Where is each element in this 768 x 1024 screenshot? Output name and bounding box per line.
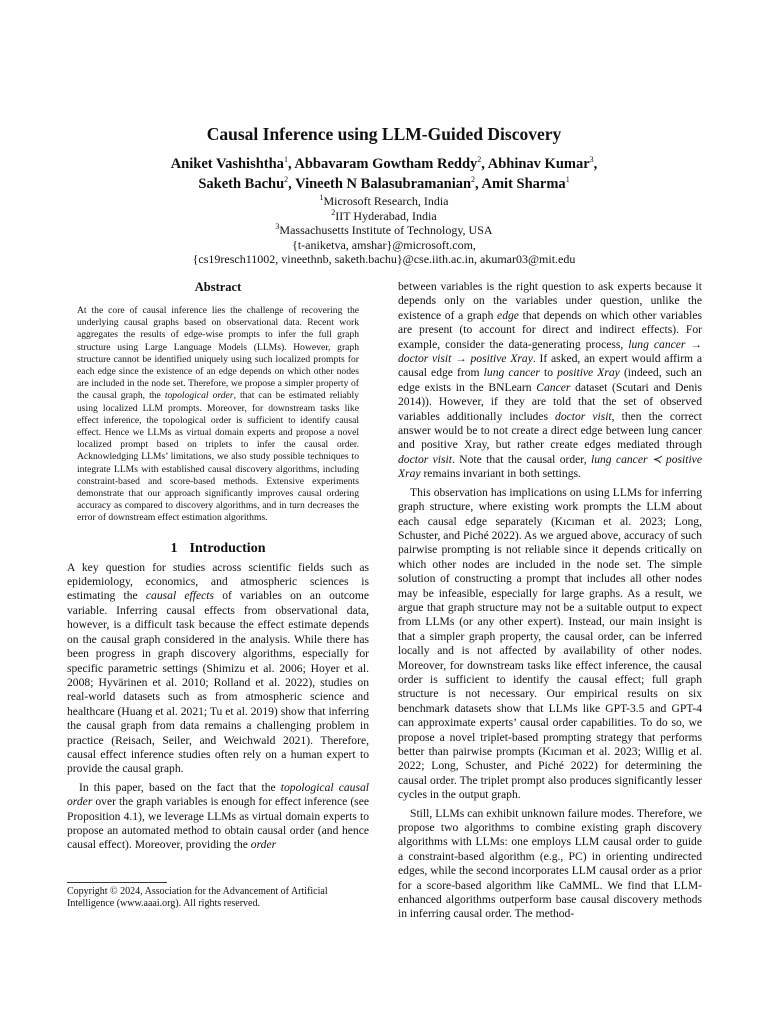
author-line-1 <box>0 154 768 174</box>
right-paragraph-3: Still, LLMs can exhibit unknown failure modes. Therefore, we propose two algorithms to combine existing graph discovery algorithms with LLMs: one employs LLM causal order to guide a constraint-based algorithm (e.g., PC) in orienting undirected edges, while the second incorporates LLM causal order as a prior for a score-based algorithm like CaMML. We find that LLM-enhanced algorithms outperform base causal discovery methods in inferring causal order. The method- <box>398 806 702 921</box>
author-affil-mark: 2 <box>477 155 482 165</box>
section-number: 1 <box>170 540 178 556</box>
affiliation-text: Microsoft Research, India <box>323 194 449 208</box>
author-affil-mark: 2 <box>471 175 476 185</box>
author-separator: , <box>481 156 488 172</box>
author-affil-mark: 1 <box>565 175 570 185</box>
abstract-emphasis: topological order <box>164 390 234 402</box>
copyright-footnote <box>67 882 369 911</box>
emphasis: doctor visit <box>398 452 452 466</box>
emphasis: Cancer <box>536 380 571 394</box>
emphasis: topological causal order <box>67 780 369 809</box>
affiliation-text: Massachusetts Institute of Technology, USA <box>279 223 493 238</box>
author-separator: , <box>593 156 598 172</box>
author-name: Abhinav Kumar <box>487 156 590 172</box>
emphasis: order <box>250 838 277 852</box>
abstract-heading: Abstract <box>194 280 242 294</box>
right-column <box>398 280 702 922</box>
email-line: {t-aniketva, amshar}@microsoft.com, <box>292 237 476 252</box>
author-line-2 <box>0 174 768 194</box>
affiliation-mark: 3 <box>275 222 280 232</box>
paper-title: Causal Inference using LLM-Guided Discovery <box>206 124 562 144</box>
intro-paragraph-1 <box>67 561 369 777</box>
footnote-text: Copyright © 2024, Association for the Advancement of Artificial Intelligence (www.aaai.org). All rights reserved. <box>67 886 328 910</box>
text-run: of variables on an outcome variable. Inferring causal effects from observational data, however, is a difficult task because the effect estimate depends on the causal graph considered in the analysis. While there has been progress in graph discovery algorithms, especially for specific parametric settings (Shimizu et al. 2006; Hoyer et al. 2008; Hyvärinen et al. 2010; Rolland et al. 2022), studies on real-world datasets such as from atmospheric science and healthcare (Huang et al. 2021; Tu et al. 2019) show that inferring the causal graph from data remains a challenging problem in practice (Reisach, Seiler, and Weichwald 2021). Therefore, causal effect inference studies often rely on a human expert to provide the causal graph. <box>67 589 369 776</box>
section-heading-introduction <box>67 541 369 557</box>
affiliation-mark: 1 <box>319 193 324 202</box>
author-separator: , <box>288 176 296 192</box>
text-run: between variables is the right question to ask experts because it depends only on the variables under question, unlike the existence of a graph <box>398 280 702 322</box>
abstract-text <box>77 305 359 525</box>
text-run: In this paper, based on the fact that the <box>79 780 281 794</box>
emphasis: doctor visit <box>555 409 612 423</box>
abstract-part: At the core of causal inference lies the challenge of recovering the underlying causal graphs based on observational data. Recent work aggregates the results of edge-wise prompts to infer the full graph structure using Large Language Models (LLMs). However, graph structure cannot be identified uniquely using such localized prompts for each edge since the existence of an edge depends on which other nodes are included in the node set. Therefore, we propose a simpler property of the causal graph, the <box>77 305 359 402</box>
author-affil-mark: 1 <box>283 155 288 165</box>
abstract-part: , that can be estimated reliably using localized LLM prompts. Moreover, for downstream tasks like effect inference, the topological order is sufficient to identify causal effect. Hence we LLMs as virtual domain experts and propose a novel localized prompt based on triplets to infer the causal order. Acknowledging LLMs’ limitations, we also study possible techniques to integrate LLMs with established causal discovery algorithms, including constraint-based and score-based methods. Extensive experiments demonstrate that our approach significantly improves causal ordering accuracy as compared to discovery algorithms, and in turn decreases the error of downstream effect estimation algorithms. <box>77 390 360 524</box>
text-run: (indeed, such an edge exists in the BNLearn <box>398 366 702 394</box>
emphasis: positive Xray <box>557 366 620 380</box>
author-name: Amit Sharma <box>481 176 566 192</box>
author-name: Abbavaram Gowtham Reddy <box>294 156 478 172</box>
affiliations <box>0 194 768 267</box>
emphasis: causal effects <box>145 589 214 603</box>
author-name: Aniket Vashishtha <box>170 156 284 172</box>
author-affil-mark: 3 <box>589 155 594 165</box>
author-name: Vineeth N Balasubramanian <box>295 176 472 192</box>
emphasis: lung cancer → doctor visit → positive Xray <box>398 337 702 366</box>
text-run: . Note that the causal order, <box>451 452 591 466</box>
author-list <box>0 154 768 194</box>
text-run: dataset (Scutari and Denis 2014)). However, if they are told that the set of observed variables additionally includes <box>398 380 702 423</box>
affiliation-line <box>0 194 768 209</box>
intro-paragraph-2 <box>67 781 369 853</box>
text-run: that depends on which other variables are present (to account for direct and indirect effects). For example, consider the data-generating process, <box>398 308 702 351</box>
author-separator: , <box>475 176 482 192</box>
affiliation-line <box>0 223 768 238</box>
email-line: {cs19resch11002, vineethnb, saketh.bachu}@cse.iith.ac.in, akumar03@mit.edu <box>192 252 576 267</box>
affiliation-mark: 2 <box>331 207 336 217</box>
author-affil-mark: 2 <box>284 175 289 185</box>
section-title: Introduction <box>189 540 266 556</box>
author-separator: , <box>287 156 295 172</box>
right-paragraph-1 <box>398 280 702 482</box>
affiliation-text: IIT Hyderabad, India <box>335 208 437 223</box>
text-run: over the graph variables is enough for effect inference (see Proposition 4.1), we leverage LLMs as virtual domain experts to propose an automated method to obtain causal order (and hence causal effect). Moreover, providing the <box>67 795 369 852</box>
text-run: A key question for studies across scientific fields such as epidemiology, economics, and atmospheric sciences is estimating the <box>67 560 369 603</box>
footnote-rule <box>67 882 167 883</box>
affiliation-line <box>0 209 768 224</box>
text-run: remains invariant in both settings. <box>420 467 581 481</box>
left-column <box>67 280 369 853</box>
emphasis: lung cancer <box>483 366 540 380</box>
text-run: to <box>539 366 558 380</box>
text-run: . If asked, an expert would affirm a causal edge from <box>398 352 702 380</box>
emphasis: edge <box>497 308 519 322</box>
text-run: , then the correct answer would be to not create a direct edge between lung cancer and positive Xray, but rather create edges mediated through <box>398 409 702 452</box>
right-paragraph-2: This observation has implications on using LLMs for inferring graph structure, where existing work prompts the LLM about each causal edge separately (Kıcıman et al. 2023; Long, Schuster, and Piché 2022). As we argued above, accuracy of such pairwise prompting is not reliable since it depends critically on which other nodes are included in the node set. The simple solution of constructing a prompt that includes all other nodes may be infeasible, especially for large graphs. As a result, we argue that graph structure may not be a suitable output to expect from LLMs (or any other expert). Instead, our main insight is that a simpler graph property, the causal order, can be inferred locally and is not affected by availability of other nodes. Moreover, for downstream tasks like effect inference, the causal order is sufficient to identify the causal effect; full graph structure is not necessary. Our empirical results on six benchmark datasets show that LLMs like GPT-3.5 and GPT-4 can approximate experts’ causal order capabilities. To do so, we propose a novel triplet-based prompting strategy that performs better than pairwise prompts (Kıcıman et al. 2023; Willig et al. 2022; Long, Schuster, and Piché 2022) for determining the causal order. The triplet prompt also produces significantly lesser cycles in the output graph. <box>398 485 702 802</box>
emphasis: lung cancer ≺ positive Xray <box>398 452 702 481</box>
author-name: Saketh Bachu <box>198 176 285 192</box>
